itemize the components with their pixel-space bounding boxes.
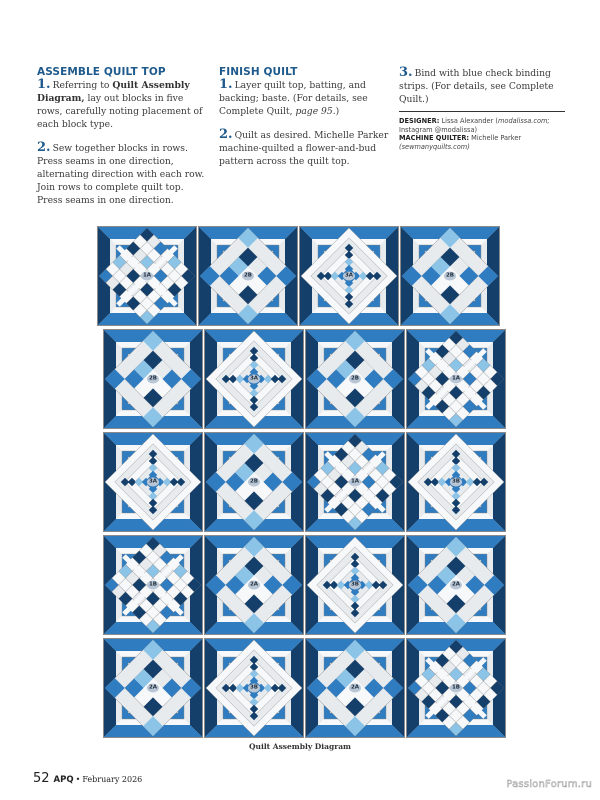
section-heading: FINISH QUILT xyxy=(219,66,298,78)
credits xyxy=(399,117,565,151)
block-label: 2A xyxy=(451,581,461,588)
finish-quilt-continued xyxy=(399,66,565,151)
quilt-block-2b xyxy=(103,329,203,429)
quilt-block-2a xyxy=(305,638,405,738)
quilt-block-1a xyxy=(406,329,506,429)
quilt-block-2a xyxy=(204,535,304,635)
quilt-block-3a xyxy=(299,226,399,326)
finish-quilt-section xyxy=(219,66,389,178)
quilt-block-2b xyxy=(198,226,298,326)
issue-date: February 2026 xyxy=(82,775,143,784)
block-label: 3B xyxy=(350,581,360,588)
quilt-row xyxy=(97,226,503,326)
block-label: 2A xyxy=(249,581,259,588)
quilt-row xyxy=(103,329,503,429)
watermark: PassionForum.ru xyxy=(506,779,592,790)
block-label: 2B xyxy=(148,375,158,382)
step-2: 2. Quilt as desired. Michelle Parker machine-quilted a flower-and-bud pattern across the quilt top. xyxy=(219,127,389,167)
quilt-block-3b xyxy=(305,535,405,635)
block-label: 1A xyxy=(142,272,152,279)
block-label: 2B xyxy=(445,272,455,279)
quilt-block-1b xyxy=(406,638,506,738)
block-label: 3A xyxy=(344,272,354,279)
block-label: 3A xyxy=(148,478,158,485)
section-heading: ASSEMBLE QUILT TOP xyxy=(37,66,166,78)
step-1: 1. Layer quilt top, batting, and backing; baste. (For details, see Complete Quilt, page 95.) xyxy=(219,77,368,117)
quilt-block-2a xyxy=(406,535,506,635)
quilt-block-3a xyxy=(204,329,304,429)
quilt-block-2b xyxy=(400,226,500,326)
block-label: 2A xyxy=(350,684,360,691)
block-label: 3B xyxy=(451,478,461,485)
page-footer: 52 APQ • February 2026 xyxy=(33,771,143,786)
quilt-block-2a xyxy=(103,638,203,738)
quilt-block-3b xyxy=(204,638,304,738)
diagram-caption: Quilt Assembly Diagram xyxy=(249,742,351,751)
quilter-credit: MACHINE QUILTER: Michelle Parker xyxy=(399,134,522,143)
quilt-block-3b xyxy=(406,432,506,532)
block-label: 2B xyxy=(350,375,360,382)
quilt-block-2b xyxy=(305,329,405,429)
quilt-block-3a xyxy=(103,432,203,532)
quilt-block-1a xyxy=(305,432,405,532)
block-label: 2B xyxy=(243,272,253,279)
divider xyxy=(399,111,565,112)
block-label: 1A xyxy=(350,478,360,485)
step-3: 3. Bind with blue check binding strips. (For details, see Complete Quilt.) xyxy=(399,65,554,105)
block-label: 2B xyxy=(249,478,259,485)
quilt-row xyxy=(103,432,503,532)
block-label: 1A xyxy=(451,375,461,382)
block-label: 3A xyxy=(249,375,259,382)
quilt-block-1a xyxy=(97,226,197,326)
quilt-assembly-diagram xyxy=(97,226,503,741)
step-2: 2. Sew together blocks in rows. Press seams in one direction, alternating direction with each row. Join rows to complete quilt top. Press seams in one direction. xyxy=(37,140,205,206)
assemble-quilt-top-section xyxy=(37,66,207,217)
designer-credit: DESIGNER: Lissa Alexander (modalissa.com; Instagram @modalissa) xyxy=(399,117,550,134)
quilt-block-2b xyxy=(204,432,304,532)
page-number: 52 xyxy=(33,771,50,786)
quilt-row xyxy=(103,638,503,738)
step-1: 1. Referring to Quilt Assembly Diagram, lay out blocks in five rows, carefully noting placement of each block type. xyxy=(37,77,203,130)
block-label: 2A xyxy=(148,684,158,691)
quilt-row xyxy=(103,535,503,635)
quilter-site: (sewmanyquilts.com) xyxy=(399,142,470,151)
block-label: 1B xyxy=(451,684,461,691)
block-label: 1B xyxy=(148,581,158,588)
magazine-name: APQ xyxy=(53,775,74,785)
block-label: 3B xyxy=(249,684,259,691)
quilt-block-1b xyxy=(103,535,203,635)
